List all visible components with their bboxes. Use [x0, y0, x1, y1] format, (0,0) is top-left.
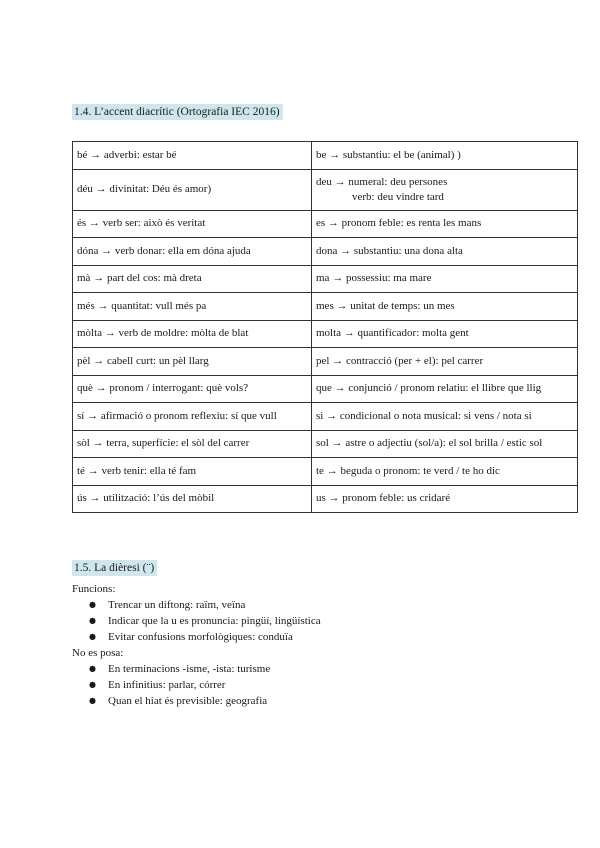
section-heading-dieresis: 1.5. La dièresi (¨) [72, 560, 157, 576]
table-row [73, 485, 578, 513]
table-row [73, 210, 578, 238]
cell-accented: sí → afirmació o pronom reflexiu: sí que vull [73, 403, 312, 431]
dieresis-notes [72, 581, 572, 709]
cell-accented: és → verb ser: això és veritat [73, 210, 312, 238]
cell-unaccented: ma → possessiu: ma mare [312, 265, 578, 293]
cell-accented: té → verb tenir: ella té fam [73, 458, 312, 486]
list-item: ● Indicar que la u es pronuncia: pingüí, lingüística [72, 613, 572, 629]
table-row [73, 458, 578, 486]
funcions-list [72, 597, 572, 645]
cell-accented: déu → divinitat: Déu és amor) [73, 169, 312, 210]
table-row [73, 293, 578, 321]
table-row [73, 320, 578, 348]
cell-unaccented: te → beguda o pronom: te verd / te ho dic [312, 458, 578, 486]
table-row [73, 265, 578, 293]
diacritic-table [72, 141, 578, 513]
cell-unaccented: be → substantiu: el be (animal) ) [312, 142, 578, 170]
cell-unaccented: us → pronom feble: us cridaré [312, 485, 578, 513]
no-es-posa-list [72, 661, 572, 709]
list-item: ● Quan el hiat és previsible: geografia [72, 693, 572, 709]
table-row [73, 348, 578, 376]
cell-line: deu → numeral: deu persones [316, 175, 448, 188]
cell-unaccented: mes → unitat de temps: un mes [312, 293, 578, 321]
list-item: ● Evitar confusions morfològiques: conduïa [72, 629, 572, 645]
list-item: ● En infinitius: parlar, córrer [72, 677, 572, 693]
funcions-label: Funcions: [72, 583, 116, 595]
list-item: ● En terminacions -isme, -ista: turisme [72, 661, 572, 677]
cell-subline: verb: deu vindre tard [352, 190, 444, 203]
cell-accented: dóna → verb donar: ella em dóna ajuda [73, 238, 312, 266]
cell-unaccented [312, 169, 578, 210]
table-row [73, 375, 578, 403]
cell-accented: ús → utilització: l’ús del mòbil [73, 485, 312, 513]
section-heading-diacritic: 1.4. L’accent diacrític (Ortografia IEC 2016) [72, 104, 283, 120]
cell-accented: sòl → terra, superfície: el sòl del carrer [73, 430, 312, 458]
table-row [73, 169, 578, 210]
table-row [73, 142, 578, 170]
cell-accented: què → pronom / interrogant: què vols? [73, 375, 312, 403]
no-es-posa-label: No es posa: [72, 647, 124, 659]
table-row [73, 403, 578, 431]
cell-unaccented: sol → astre o adjectiu (sol/a): el sol brilla / estic sol [312, 430, 578, 458]
cell-unaccented: si → condicional o nota musical: si vens / nota si [312, 403, 578, 431]
cell-unaccented: molta → quantificador: molta gent [312, 320, 578, 348]
table-row [73, 430, 578, 458]
list-item: ● Trencar un diftong: raïm, veïna [72, 597, 572, 613]
cell-accented: més → quantitat: vull més pa [73, 293, 312, 321]
cell-unaccented: que → conjunció / pronom relatiu: el llibre que llig [312, 375, 578, 403]
cell-unaccented: pel → contracció (per + el): pel carrer [312, 348, 578, 376]
cell-unaccented: dona → substantiu: una dona alta [312, 238, 578, 266]
cell-unaccented: es → pronom feble: es renta les mans [312, 210, 578, 238]
cell-accented: mà → part del cos: mà dreta [73, 265, 312, 293]
cell-accented: bé → adverbi: estar bé [73, 142, 312, 170]
cell-accented: mòlta → verb de moldre: mòlta de blat [73, 320, 312, 348]
cell-accented: pèl → cabell curt: un pèl llarg [73, 348, 312, 376]
table-row [73, 238, 578, 266]
